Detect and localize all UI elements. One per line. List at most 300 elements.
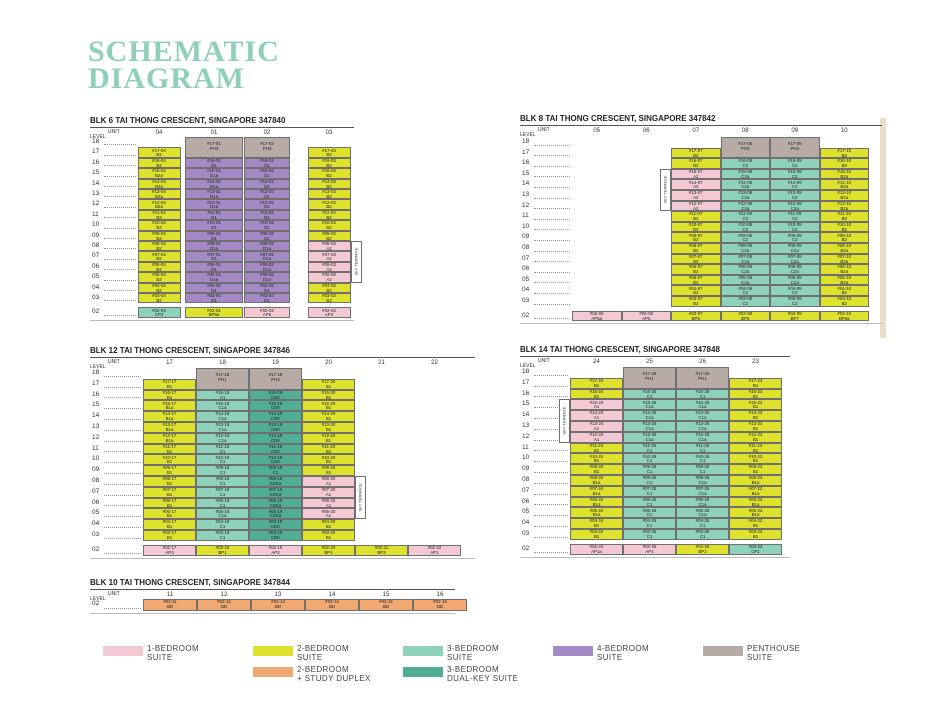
- unit-number: #02-17: [162, 545, 177, 551]
- blk14-level-15: 15: [522, 400, 530, 408]
- unit-type: B2: [693, 301, 699, 306]
- unit-type: D1: [211, 298, 217, 303]
- unit-number: #16-25: [642, 388, 657, 394]
- unit-13-25: [623, 421, 676, 432]
- legend-swatch-ph: [703, 646, 743, 656]
- unit-15-04: [138, 168, 181, 178]
- unit-number: #12-23: [748, 432, 763, 438]
- unit-03-20: [302, 530, 355, 541]
- unit-14-18: [196, 411, 249, 422]
- unit-06-24: [570, 497, 623, 508]
- blk12-level-guide: [104, 473, 141, 474]
- unit-number: #03-17: [162, 530, 177, 536]
- blk8-level-11: 11: [522, 212, 529, 220]
- unit-number: #10-07: [688, 222, 703, 228]
- unit-number: #07-18: [215, 487, 230, 493]
- blk14-level-05: 05: [522, 508, 530, 516]
- unit-type: D1: [211, 214, 217, 220]
- unit-type: B2: [326, 214, 332, 220]
- unit-02-09: [770, 311, 820, 322]
- unit-13-02: [244, 189, 290, 199]
- unit-type: C1: [699, 447, 706, 453]
- blk6-level-12: 12: [92, 200, 100, 208]
- unit-number: #07-02: [260, 251, 274, 257]
- unit-type: C1a: [698, 404, 707, 410]
- unit-02-02: [244, 307, 290, 317]
- unit-15-25: [623, 399, 676, 410]
- blk14-title: BLK 14 TAI THONG CRESCENT, SINGAPORE 347848: [520, 345, 790, 357]
- unit-06-09: [770, 264, 820, 275]
- blk6-level-guide: [104, 280, 136, 281]
- unit-number: #13-08: [738, 190, 753, 196]
- unit-14-25: [623, 410, 676, 421]
- blk12-level-guide: [104, 495, 141, 496]
- unit-type: A1: [325, 502, 332, 508]
- blk8-level-guide: [534, 166, 570, 167]
- unit-17-09: [770, 137, 820, 158]
- unit-type: B1: [593, 534, 600, 539]
- unit-type: B2: [156, 235, 162, 241]
- unit-04-09: [770, 285, 820, 296]
- unit-type: CDK: [270, 524, 281, 530]
- unit-11-17: [143, 444, 196, 455]
- blk12-level-09: 09: [92, 466, 100, 474]
- unit-number: #17-09: [787, 141, 802, 147]
- unit-type: CDKa: [269, 513, 282, 519]
- unit-number: #11-08: [738, 211, 752, 217]
- blk14-level-02: 02: [522, 544, 530, 552]
- unit-type: B2: [693, 152, 699, 158]
- unit-type: B1a: [751, 501, 760, 507]
- unit-05-02: [244, 272, 290, 282]
- unit-type: BP3: [377, 549, 386, 555]
- unit-type: CDK: [270, 416, 281, 422]
- blk12-level-10: 10: [92, 455, 100, 463]
- unit-05-17: [143, 508, 196, 519]
- unit-type: C1: [646, 512, 653, 518]
- unit-number: #15-18: [215, 400, 230, 406]
- unit-number: #17-26: [695, 371, 710, 377]
- unit-17-19: [249, 368, 302, 390]
- unit-number: #10-20: [321, 454, 336, 460]
- unit-type: B2: [156, 287, 162, 293]
- unit-05-20: [302, 508, 355, 519]
- unit-number: #14-17: [162, 411, 177, 417]
- blk12-level-guide: [104, 387, 141, 388]
- unit-11-04: [138, 210, 181, 220]
- unit-13-03: [308, 189, 351, 199]
- unit-06-20: [302, 498, 355, 509]
- unit-type: C1: [272, 470, 279, 476]
- unit-number: #12-09: [787, 200, 802, 206]
- unit-07-24: [570, 486, 623, 497]
- unit-type: B2: [693, 216, 699, 222]
- unit-10-08: [721, 222, 771, 233]
- blk6-column-01: 01: [210, 130, 218, 136]
- unit-number: #08-25: [642, 475, 657, 481]
- unit-04-24: [570, 518, 623, 529]
- unit-10-02: [244, 220, 290, 230]
- unit-05-23: [729, 507, 782, 518]
- unit-type: B2: [156, 162, 162, 168]
- unit-number: #11-17: [162, 443, 177, 449]
- unit-type: CDK: [270, 535, 281, 540]
- unit-type: B1: [752, 404, 759, 410]
- unit-type: C1a: [645, 415, 654, 421]
- unit-14-23: [729, 410, 782, 421]
- unit-number: #10-02: [260, 220, 274, 226]
- unit-type: D1a: [209, 204, 219, 210]
- unit-09-25: [623, 464, 676, 475]
- blk14-level-08: 08: [522, 476, 530, 483]
- unit-number: #07-03: [322, 251, 336, 257]
- blk12-column-22: 22: [431, 360, 438, 366]
- unit-number: #06-25: [642, 496, 657, 502]
- unit-type: D1: [264, 214, 270, 220]
- unit-type: B2: [693, 269, 699, 275]
- unit-number: #03-10: [837, 296, 852, 302]
- unit-number: #14-09: [787, 179, 802, 185]
- unit-number: #07-20: [321, 487, 336, 493]
- unit-type: B2: [693, 279, 699, 285]
- unit-12-23: [729, 432, 782, 443]
- unit-type: D1a: [262, 266, 272, 272]
- unit-15-01: [185, 168, 243, 178]
- unit-type: B1: [166, 394, 173, 400]
- unit-02-26: [676, 544, 729, 555]
- blk14-level-03: 03: [522, 530, 530, 537]
- unit-type: A2: [326, 256, 332, 262]
- unit-type: C1: [646, 523, 653, 529]
- unit-type: C2a: [741, 184, 750, 190]
- unit-type: C1: [219, 491, 226, 497]
- legend-label-dk: 3-BEDROOM DUAL-KEY SUITE: [447, 665, 519, 683]
- blk8-level-guide: [534, 145, 570, 146]
- blk8-column-07: 07: [692, 128, 700, 134]
- unit-number: #04-01: [207, 282, 221, 288]
- unit-number: #04-18: [215, 519, 230, 525]
- unit-number: #14-10: [837, 179, 852, 185]
- blk12-level-guide: [104, 430, 141, 431]
- unit-type: BD: [274, 604, 282, 609]
- unit-type: BD: [382, 604, 390, 609]
- unit-type: C2a: [741, 195, 750, 200]
- unit-number: #16-18: [215, 389, 230, 395]
- unit-06-02: [244, 262, 290, 272]
- unit-13-10: [820, 190, 870, 201]
- unit-09-18: [196, 465, 249, 476]
- unit-number: #12-25: [642, 432, 657, 438]
- unit-type: B1a: [165, 405, 174, 411]
- unit-number: #02-23: [748, 544, 763, 550]
- unit-type: D1: [264, 225, 270, 231]
- blk14-column-24: 24: [593, 359, 600, 365]
- blk6-level-10: 10: [92, 221, 100, 229]
- unit-type: A2: [326, 277, 332, 283]
- unit-type: C1a: [218, 427, 227, 432]
- unit-08-23: [729, 475, 782, 486]
- unit-07-18: [196, 487, 249, 498]
- unit-10-24: [570, 453, 623, 464]
- unit-type: B1: [325, 437, 332, 443]
- unit-number: #08-26: [695, 475, 710, 481]
- unit-number: #14-24: [589, 410, 604, 416]
- blk8-level-guide: [534, 240, 570, 241]
- unit-08-01: [185, 241, 243, 251]
- unit-number: #06-18: [215, 497, 230, 503]
- unit-type: D1a: [209, 277, 219, 283]
- unit-number: #07-07: [688, 253, 703, 259]
- blk8-level-12: 12: [522, 201, 530, 209]
- unit-02-25: [623, 544, 676, 555]
- blk6-level-07: 07: [92, 252, 100, 260]
- unit-number: #13-09: [787, 190, 802, 196]
- unit-type: C2: [791, 301, 798, 306]
- unit-number: #08-09: [787, 243, 802, 249]
- unit-number: #02-04: [152, 307, 166, 313]
- unit-type: D1: [211, 266, 217, 272]
- unit-type: PH3: [740, 145, 750, 151]
- unit-number: #05-07: [688, 275, 703, 281]
- unit-number: #13-01: [207, 189, 221, 195]
- unit-number: #06-10: [837, 264, 852, 270]
- unit-number: #12-18: [215, 433, 230, 439]
- blk10-column-16: 16: [436, 592, 444, 598]
- unit-05-03: [308, 272, 351, 282]
- unit-16-09: [770, 158, 820, 169]
- unit-number: #17-04: [152, 147, 166, 153]
- blk14-level-18: 18: [522, 368, 530, 375]
- blk12-level-guide: [104, 397, 141, 398]
- blk8-level-09: 09: [522, 233, 530, 241]
- unit-number: #04-26: [695, 518, 710, 524]
- unit-number: #16-17: [162, 389, 177, 395]
- unit-type: C1: [699, 469, 706, 475]
- unit-type: AP5: [642, 315, 651, 321]
- unit-type: A1: [593, 415, 600, 421]
- blk6-level-guide: [104, 290, 136, 291]
- unit-type: C1: [699, 523, 706, 529]
- unit-type: B1: [166, 459, 173, 465]
- unit-type: D1a: [209, 246, 219, 251]
- unit-number: #08-19: [268, 476, 283, 482]
- blk14-corner-level: LEVEL: [520, 363, 536, 369]
- blk14-level-16: 16: [522, 389, 530, 397]
- unit-number: #07-26: [695, 486, 710, 492]
- unit-number: #04-24: [589, 518, 604, 524]
- unit-04-03: [308, 283, 351, 293]
- blk6-level-06: 06: [92, 262, 100, 270]
- unit-number: #10-10: [837, 222, 852, 228]
- unit-type: A1: [325, 481, 332, 486]
- unit-05-08: [721, 275, 771, 286]
- unit-05-24: [570, 507, 623, 518]
- unit-type: D1: [211, 162, 217, 168]
- blk14-level-07: 07: [522, 486, 530, 494]
- unit-09-20: [302, 465, 355, 476]
- blk14-level-guide: [534, 504, 568, 505]
- unit-16-02: [244, 158, 290, 168]
- blk14-column-26: 26: [699, 359, 706, 365]
- unit-type: C1a: [218, 513, 227, 519]
- unit-number: #10-08: [738, 222, 753, 228]
- unit-14-08: [721, 179, 771, 190]
- unit-16-17: [143, 390, 196, 401]
- unit-type: C2a: [741, 258, 750, 264]
- unit-type: C1: [646, 447, 653, 453]
- legend-swatch-sd: [253, 667, 293, 677]
- blk14-bottom-rule: [520, 557, 790, 558]
- blk6-corner-level: LEVEL: [90, 134, 106, 140]
- unit-08-24: [570, 475, 623, 486]
- unit-06-08: [721, 264, 771, 275]
- blk12-level-guide: [104, 553, 141, 554]
- unit-type: B1: [593, 447, 600, 453]
- blk8-column-05: 05: [593, 128, 601, 134]
- unit-type: B1: [166, 502, 173, 508]
- unit-number: #06-23: [748, 496, 763, 502]
- unit-07-19: [249, 487, 302, 498]
- blk8-level-05: 05: [522, 275, 530, 283]
- blk12-level-12: 12: [92, 433, 100, 441]
- unit-number: #15-01: [207, 168, 221, 174]
- unit-type: B1: [325, 383, 332, 389]
- unit-type: B1: [752, 436, 759, 442]
- unit-04-08: [721, 285, 771, 296]
- blk14-level-guide: [534, 386, 568, 387]
- unit-type: C2: [742, 226, 749, 232]
- unit-03-19: [249, 530, 302, 541]
- unit-type: B2: [693, 248, 699, 253]
- unit-type: D1: [211, 256, 217, 262]
- blk14-sky-terrace: [559, 399, 570, 442]
- unit-type: B1: [752, 447, 759, 453]
- blk14-level-guide: [534, 450, 568, 451]
- unit-08-04: [138, 241, 181, 251]
- unit-type: A1: [593, 426, 600, 431]
- unit-03-17: [143, 530, 196, 541]
- unit-15-03: [308, 168, 351, 178]
- unit-02-06: [622, 311, 672, 322]
- legend-label-bp: 2-BEDROOM SUITE: [297, 644, 350, 662]
- unit-14-01: [185, 179, 243, 189]
- unit-07-26: [676, 486, 729, 497]
- unit-number: #05-10: [837, 275, 852, 281]
- unit-number: #07-10: [837, 253, 852, 259]
- unit-type: B2: [156, 246, 162, 251]
- blk10-column-15: 15: [382, 592, 390, 598]
- unit-type: B2a: [155, 194, 163, 199]
- unit-03-09: [770, 296, 820, 307]
- unit-type: D1: [211, 235, 217, 241]
- unit-type: C1: [219, 524, 226, 530]
- unit-number: #13-26: [695, 421, 710, 427]
- unit-number: #09-18: [215, 465, 230, 471]
- unit-number: #05-19: [268, 508, 283, 514]
- blk8-level-08: 08: [522, 244, 530, 251]
- unit-05-01: [185, 272, 243, 282]
- unit-04-20: [302, 519, 355, 530]
- unit-number: #07-19: [268, 487, 283, 493]
- unit-05-26: [676, 507, 729, 518]
- blk14-level-guide: [534, 552, 568, 553]
- blk10-column-13: 13: [274, 592, 282, 598]
- unit-number: #11-07: [689, 211, 703, 217]
- unit-type: B1: [166, 481, 173, 486]
- unit-number: #05-20: [321, 508, 336, 514]
- unit-type: B2: [156, 298, 162, 303]
- unit-number: #16-08: [738, 158, 753, 164]
- unit-17-10: [820, 148, 870, 159]
- unit-type: C1: [219, 459, 226, 465]
- unit-16-18: [196, 390, 249, 401]
- unit-10-23: [729, 453, 782, 464]
- unit-type: C2: [742, 301, 749, 306]
- unit-09-17: [143, 465, 196, 476]
- blk14-level-10: 10: [522, 454, 530, 462]
- blk8-level-18: 18: [522, 138, 530, 145]
- blk12-column-20: 20: [325, 360, 332, 366]
- unit-10-18: [196, 454, 249, 465]
- unit-type: B1: [593, 469, 600, 475]
- blk12-level-13: 13: [92, 423, 100, 430]
- unit-02-11: [143, 599, 197, 611]
- blk14-level-guide: [534, 483, 568, 484]
- unit-number: #13-10: [837, 190, 852, 196]
- blk8-level-03: 03: [522, 297, 530, 304]
- unit-10-01: [185, 220, 243, 230]
- unit-type: C1a: [218, 405, 227, 411]
- unit-type: B1: [593, 458, 600, 464]
- unit-number: #14-23: [748, 410, 763, 416]
- blk12-column-21: 21: [378, 360, 385, 366]
- unit-13-19: [249, 422, 302, 433]
- unit-type: AP4: [645, 548, 654, 554]
- unit-07-04: [138, 251, 181, 261]
- unit-09-09: [770, 232, 820, 243]
- unit-type: B1: [325, 448, 332, 454]
- unit-type: B1: [752, 469, 759, 475]
- unit-type: B1: [593, 393, 600, 399]
- blk8-level-13: 13: [522, 191, 530, 198]
- blk12-level-guide: [104, 484, 141, 485]
- unit-type: C2: [791, 195, 798, 200]
- unit-12-19: [249, 433, 302, 444]
- unit-04-10: [820, 285, 870, 296]
- blk14-column-23: 23: [752, 359, 759, 365]
- unit-number: #06-04: [152, 262, 166, 268]
- blk8-level-guide: [534, 293, 570, 294]
- unit-09-08: [721, 232, 771, 243]
- blk12-level-02: 02: [92, 545, 100, 553]
- unit-number: #11-19: [268, 443, 283, 449]
- unit-type: BD: [220, 604, 228, 609]
- unit-type: AP4: [324, 312, 334, 318]
- unit-number: #15-17: [162, 400, 177, 406]
- unit-05-18: [196, 508, 249, 519]
- unit-type: B1: [325, 416, 332, 422]
- unit-number: #14-07: [688, 179, 703, 185]
- blk6-level-18: 18: [92, 138, 100, 145]
- unit-type: B2: [326, 194, 332, 199]
- unit-08-19: [249, 476, 302, 487]
- unit-number: #02-16: [433, 599, 447, 605]
- unit-08-17: [143, 476, 196, 487]
- unit-number: #05-08: [738, 275, 753, 281]
- unit-05-25: [623, 507, 676, 518]
- blk6-bottom-rule: [90, 320, 354, 321]
- blk14-level-09: 09: [522, 465, 530, 473]
